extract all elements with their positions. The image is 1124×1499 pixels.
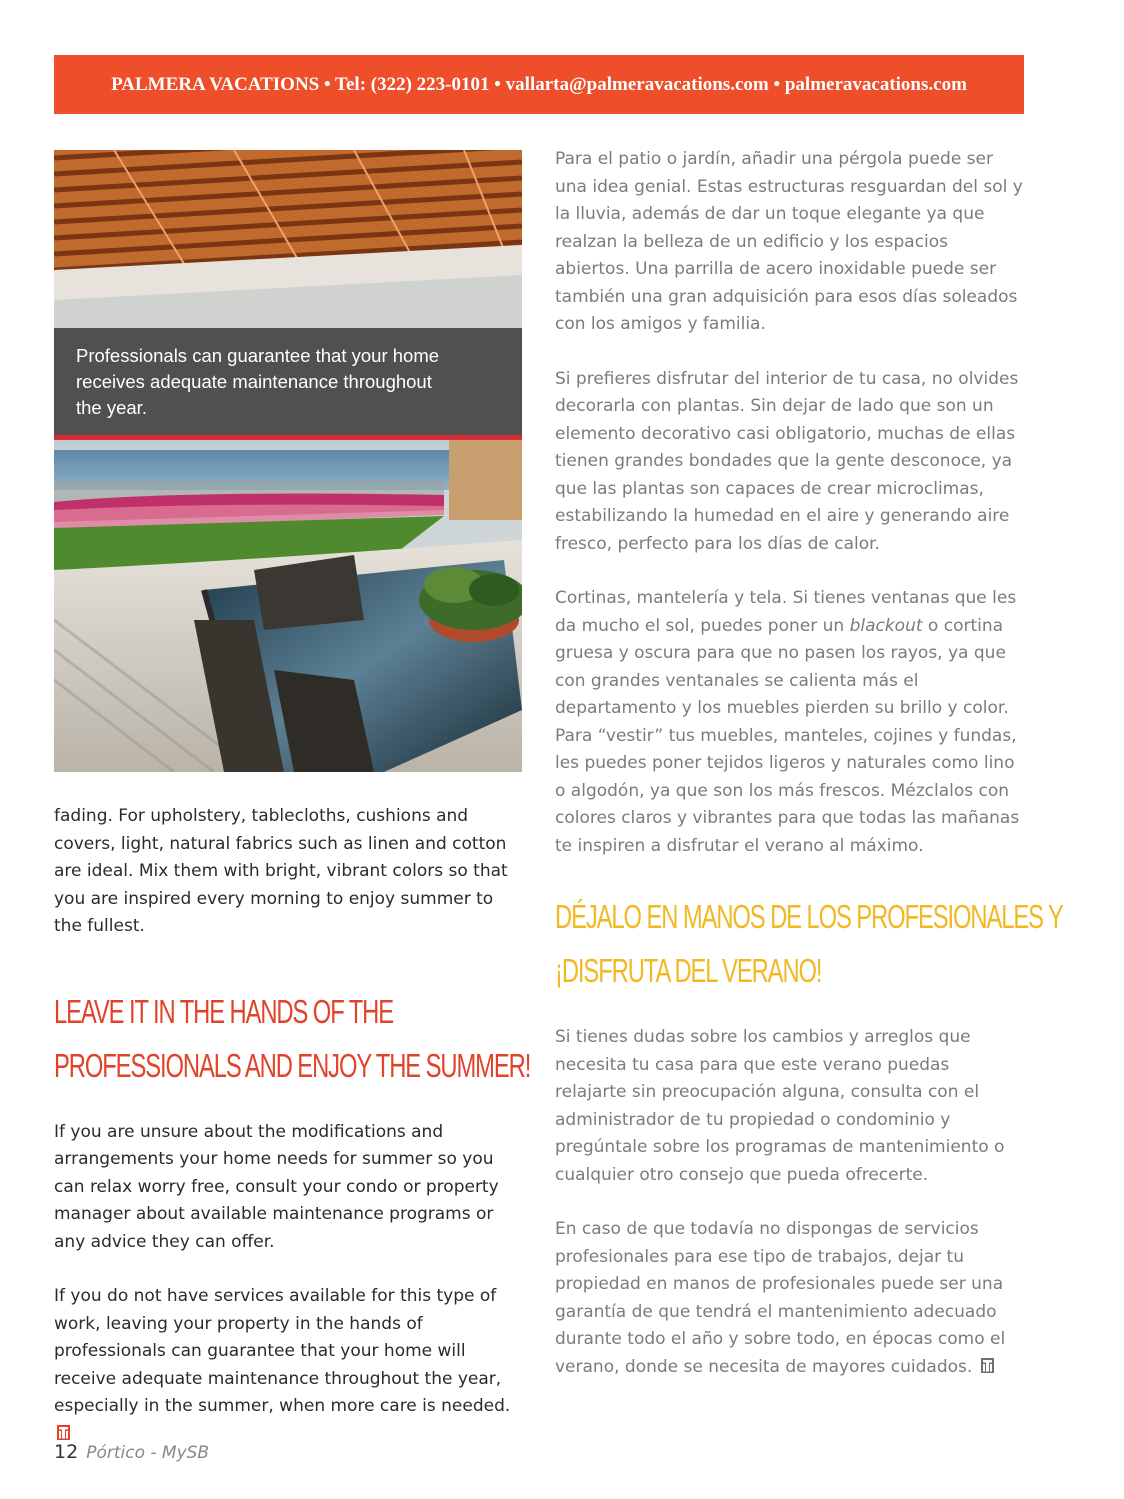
english-heading-line2: PROFESSIONALS AND ENJOY THE SUMMER! [54,1046,531,1084]
photo-caption [54,328,522,435]
spanish-heading-line2: ¡DISFRUTA DEL VERANO! [555,952,822,989]
spanish-heading [555,890,1063,998]
magazine-name: Pórtico - MySB [86,1443,210,1463]
page-footer [54,1441,209,1463]
spanish-paragraph-3-italic: blackout [849,615,923,636]
english-column [54,803,531,1448]
spanish-heading-line1: DÉJALO EN MANOS DE LOS PROFESIONALES Y [555,898,1063,935]
contact-banner [54,55,1024,114]
spanish-paragraph-3-part-b: o cortina gruesa y oscura para que no pasen los rayos, ya que con grandes ventanales se calienta más el departamento y los muebles pierden su brillo y color. Para “vestir” tus muebles, manteles, cojines y fundas, les puedes poner tejidos ligeros y naturales como lino o algodón, ya que son los más frescos. Mézclalos con colores claros y vibrantes para que todas las mañanas te inspiren a disfrutar el verano al máximo. [555,615,1020,856]
spanish-paragraph-2: Si prefieres disfrutar del interior de tu casa, no olvides decorarla con plantas. Sin dejar de lado que son un elemento decorativo casi obligatorio, muchas de ellas tienen grandes bondades que la gente desconoce, ya que las plantas son capaces de crear microclimas, estabilizando la humedad en el aire y generando aire fresco, perfecto para los días de calor. [555,368,1019,554]
photo-caption-text: Professionals can guarantee that your home receives adequate maintenance throughout the year. [76,345,440,418]
spanish-paragraph-1: Para el patio o jardín, añadir una pérgola puede ser una idea genial. Estas estructuras resguardan del sol y la lluvia, además de dar un toque elegante ya que realzan la belleza de un edificio y los espacios abiertos. Una parrilla de acero inoxidable puede ser también una gran adquisición para esos días soleados con los amigos y familia. [555,149,1023,334]
english-continuation: fading. For upholstery, tablecloths, cushions and covers, light, natural fabrics such as linen and cotton are ideal. Mix them with bright, vibrant colors so that you are inspired every morning to enjoy summer to the fullest. [54,806,508,936]
caption-accent-stripe [54,435,522,440]
spanish-paragraph-3-part-a: Cortinas, mantelería y tela. Si tienes ventanas que les da mucho el sol, puedes poner un [555,588,1017,636]
spanish-paragraph-5-text: En caso de que todavía no dispongas de servicios profesionales para ese tipo de trabajos, dejar tu propiedad en manos de profesionales puede ser una garantía de que tendrá el mantenimiento adecuado durante todo el año y sobre todo, en épocas como el verano, donde se necesita de mayores cuidados. [555,1219,1006,1377]
portico-end-mark-gray-icon [981,1358,994,1373]
spanish-paragraph-3 [555,585,1025,860]
portico-end-mark-icon [57,1425,70,1440]
english-heading-line1: LEAVE IT IN THE HANDS OF THE [54,992,394,1030]
page-number: 12 [54,1441,79,1463]
contact-banner-text: PALMERA VACATIONS • Tel: (322) 223-0101 • vallarta@palmeravacations.com • palmeravacations.com [111,73,967,95]
english-paragraph-2 [54,1283,524,1448]
patio-illustration [54,150,522,772]
english-paragraph-1: If you are unsure about the modifications and arrangements your home needs for summer so you can relax worry free, consult your condo or property manager about available maintenance programs or any advice they can offer. [54,1121,499,1252]
english-paragraph-2-text: If you do not have services available for this type of work, leaving your property in the hands of professionals can guarantee that your home will receive adequate maintenance throughout the year, especially in the summer, when more care is needed. [54,1286,511,1416]
pergola-patio-photo [54,150,522,772]
spanish-column [555,146,1063,1381]
english-heading [54,985,531,1093]
spanish-paragraph-5 [555,1216,1025,1381]
spanish-paragraph-4: Si tienes dudas sobre los cambios y arreglos que necesita tu casa para que este verano puedas relajarte sin preocupación alguna, consulta con el administrador de tu propiedad o condominio y pregúntale sobre los programas de mantenimiento o cualquier otro consejo que pueda ofrecerte. [555,1027,1005,1185]
